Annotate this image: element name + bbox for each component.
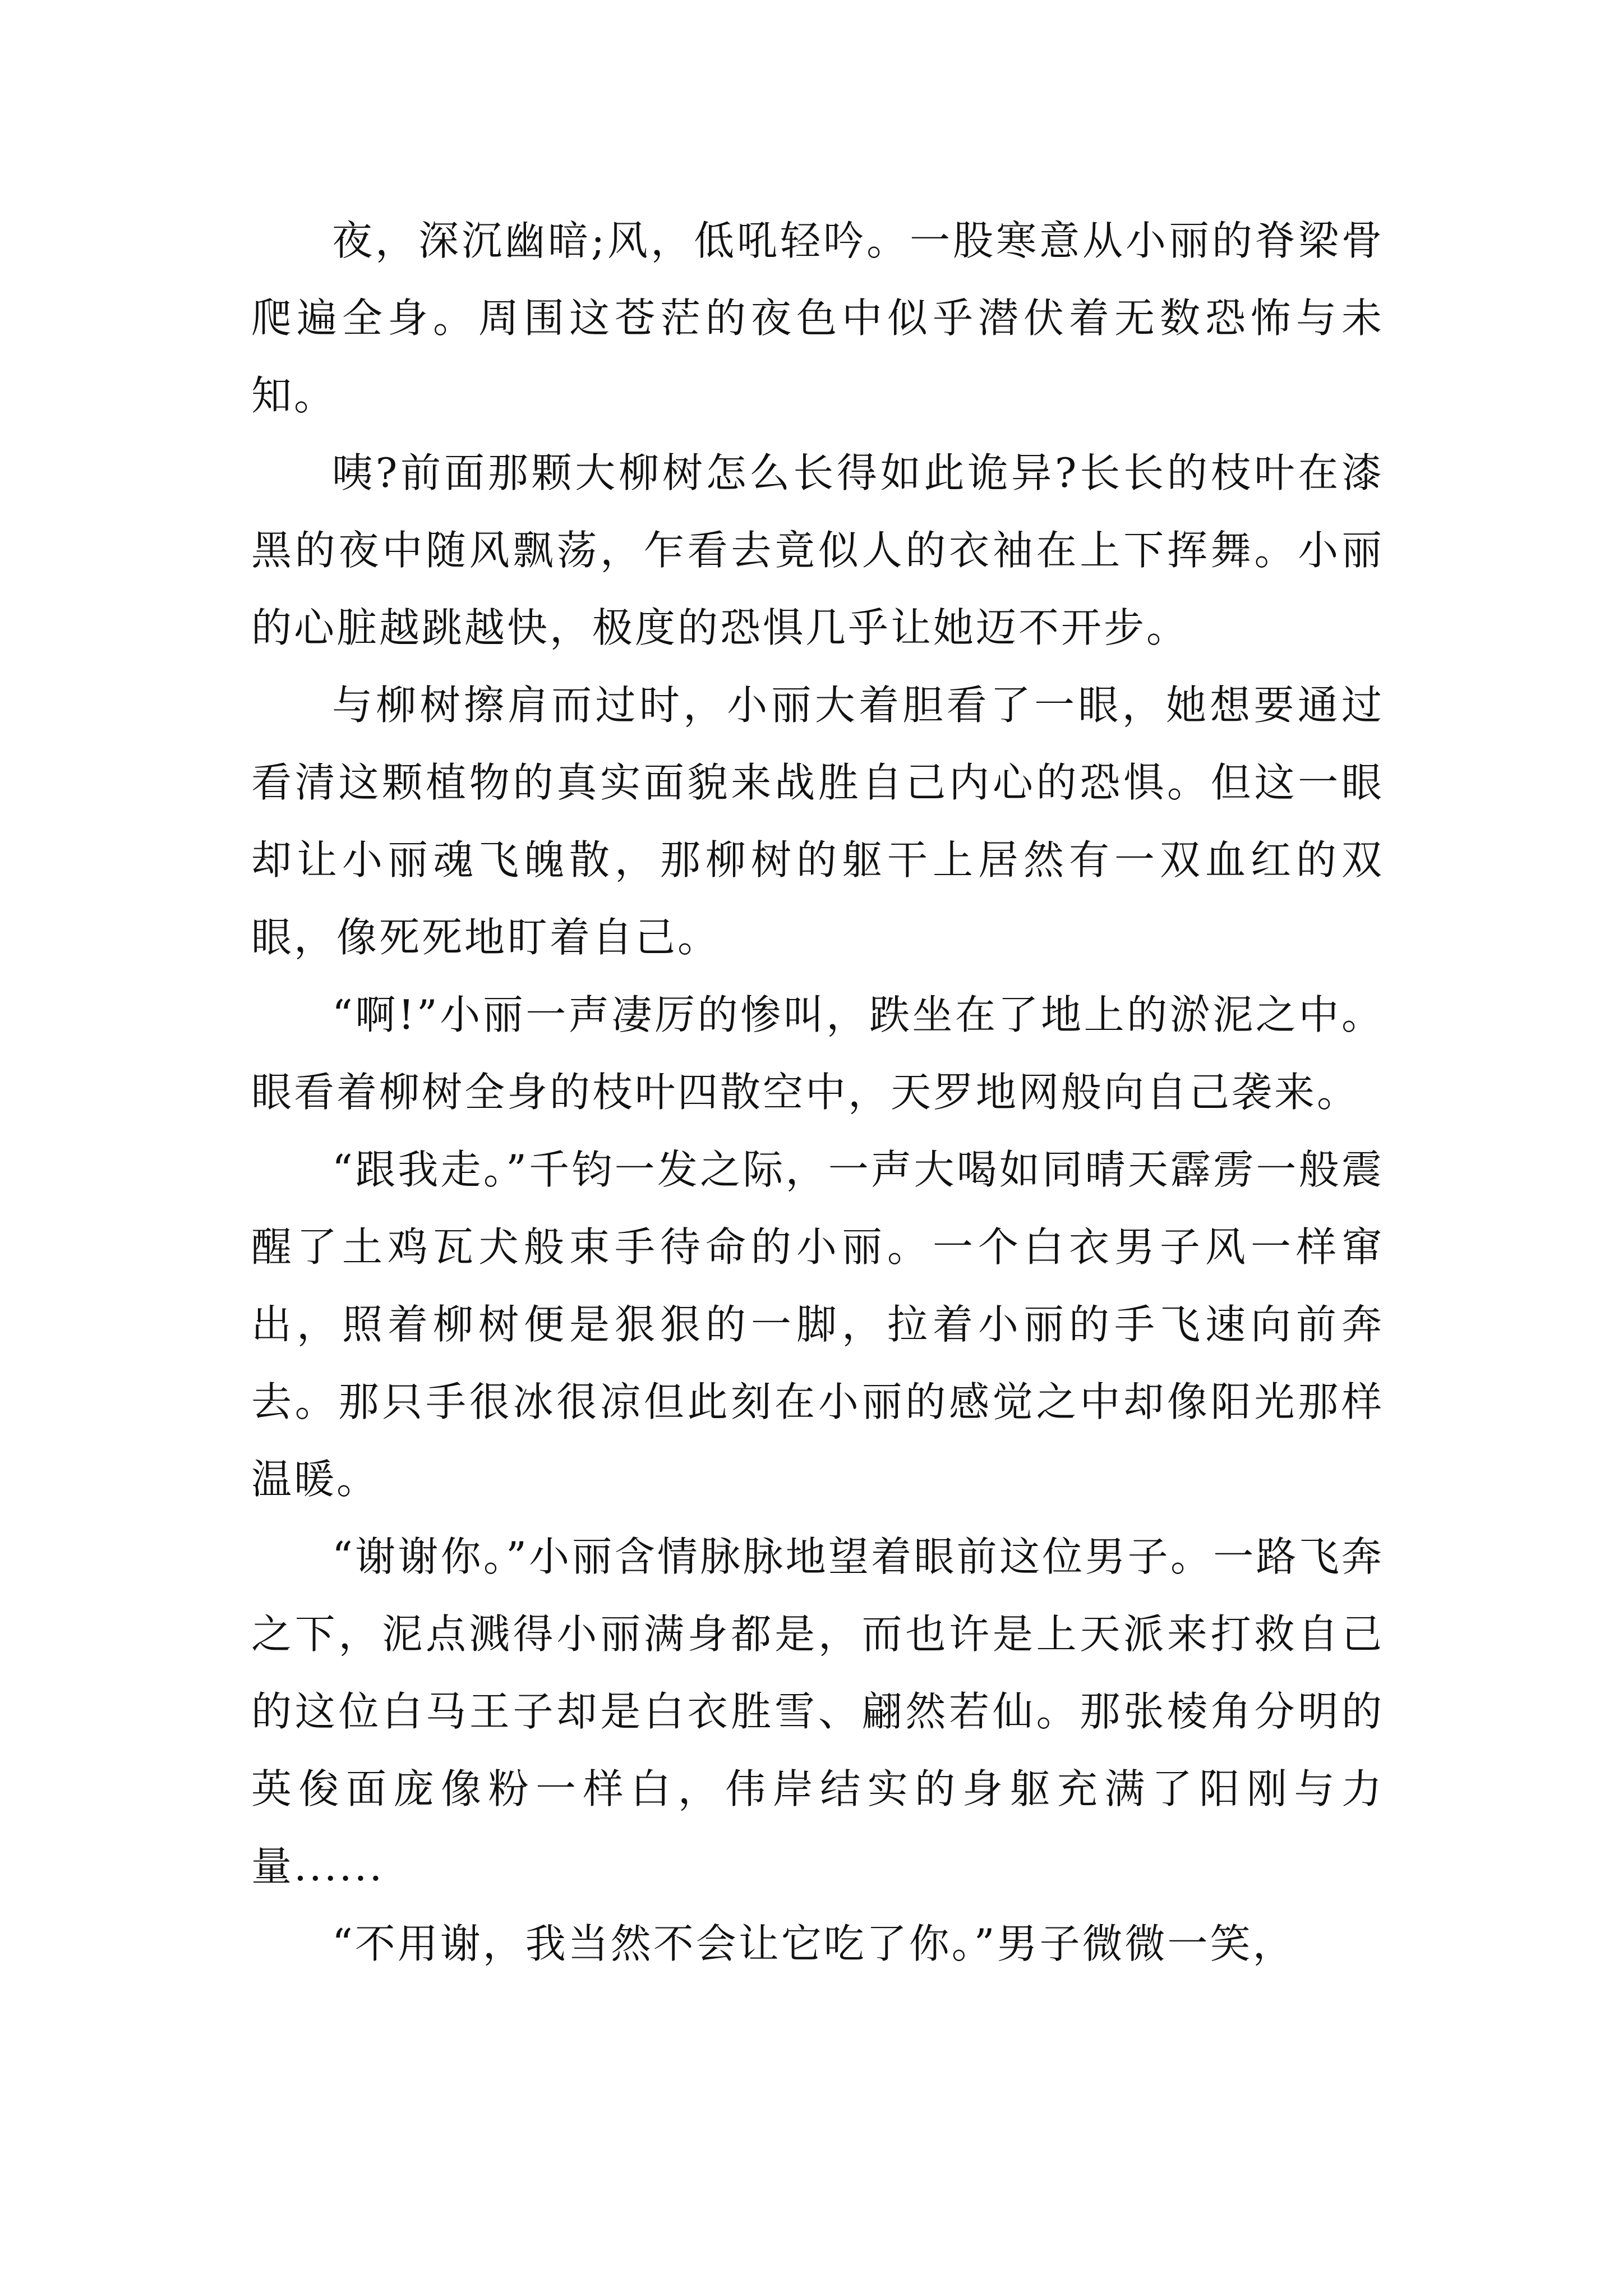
paragraph-3: 与柳树擦肩而过时，小丽大着胆看了一眼，她想要通过看清这颗植物的真实面貌来战胜自己内心的恐惧。但这一眼却让小丽魂飞魄散，那柳树的躯干上居然有一双血红的双眼，像死死地盯着自己。 [251,682,1384,961]
paragraph-1: 夜，深沉幽暗;风，低吼轻吟。一股寒意从小丽的脊梁骨爬遍全身。周围这苍茫的夜色中似乎潜伏着无数恐怖与未知。 [251,217,1384,419]
paragraph-4: “啊!”小丽一声凄厉的惨叫，跌坐在了地上的淤泥之中。眼看着柳树全身的枝叶四散空中，天罗地网般向自己袭来。 [251,991,1384,1116]
paragraph-7: “不用谢，我当然不会让它吃了你。”男子微微一笑， [332,1920,1295,1967]
paragraph-6: “谢谢你。”小丽含情脉脉地望着眼前这位男子。一路飞奔之下，泥点溅得小丽满身都是，而也许是上天派来打救自己的这位白马王子却是白衣胜雪、翩然若仙。那张棱角分明的英俊面庞像粉一样白，伟岸结实的身躯充满了阳刚与力量...... [251,1533,1384,1890]
paragraph-5: “跟我走。”千钧一发之际，一声大喝如同晴天霹雳一般震醒了土鸡瓦犬般束手待命的小丽。一个白衣男子风一样窜出，照着柳树便是狠狠的一脚，拉着小丽的手飞速向前奔去。那只手很冰很凉但此刻在小丽的感觉之中却像阳光那样温暖。 [251,1146,1384,1503]
story-text [251,202,1384,1982]
paragraph-2: 咦?前面那颗大柳树怎么长得如此诡异?长长的枝叶在漆黑的夜中随风飘荡，乍看去竟似人的衣袖在上下挥舞。小丽的心脏越跳越快，极度的恐惧几乎让她迈不开步。 [251,449,1384,651]
